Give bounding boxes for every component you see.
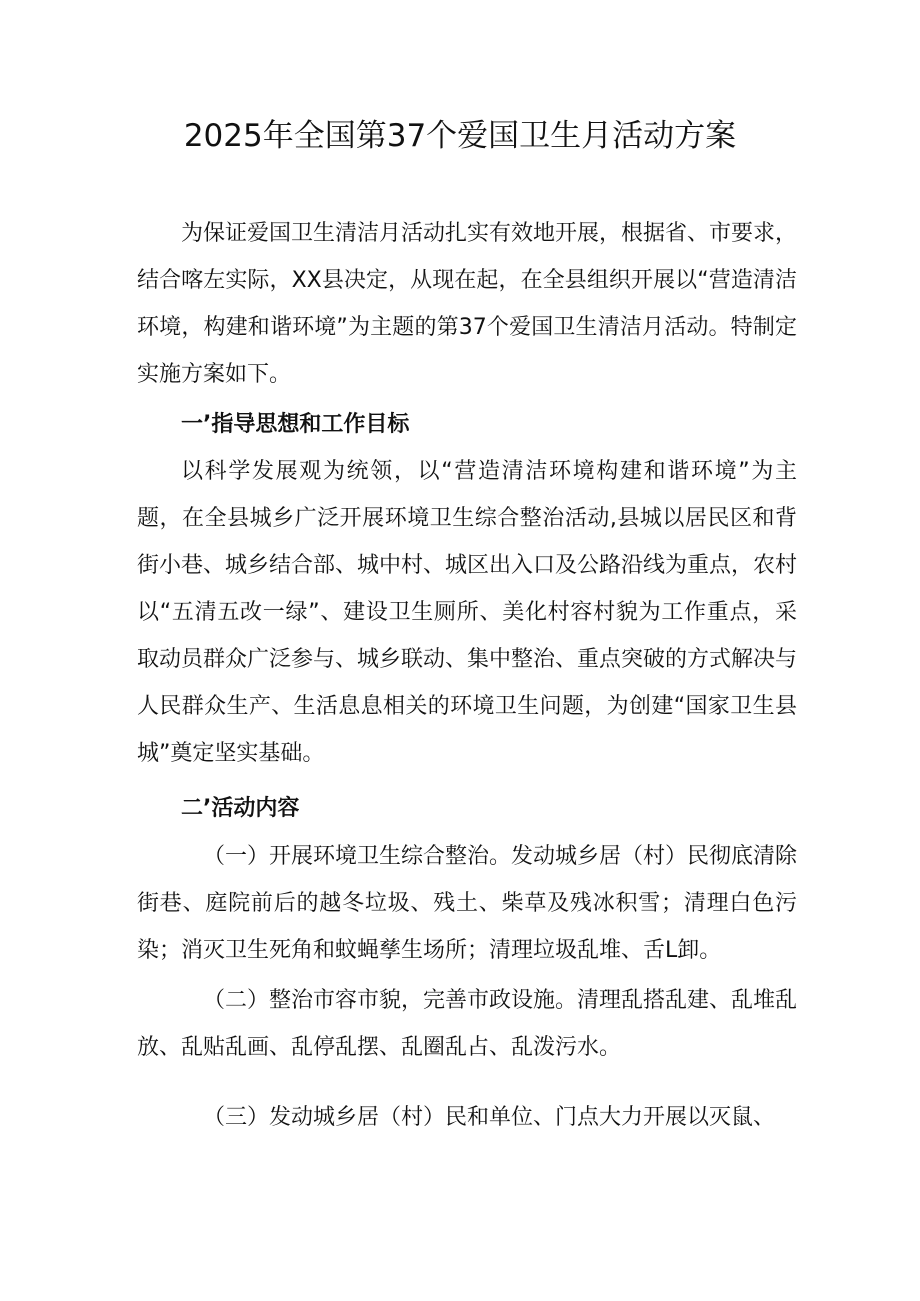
activity-item-3: （三）发动城乡居（村）民和单位、门点大力开展以灭鼠、: [203, 1105, 776, 1130]
guiding-ideology-paragraph: 以科学发展观为统领，以“营造清洁环境构建和谐环境”为主题，在全县城乡广泛开展环境卫生综合整治活动,县城以居民区和背街小巷、城乡结合部、城中村、城区出入口及公路沿线为重点，农村以“五清五改一绿”、建设卫生厕所、美化村容村貌为工作重点，采取动员群众广泛参与、城乡联动、集中整治、重点突破的方式解决与人民群众生产、生活息息相关的环境卫生问题，为创建“国家卫生县城”奠定坚实基础。: [137, 459, 798, 766]
section-heading-activity-content: 二’活动内容: [181, 796, 300, 821]
activity-item-2: （二）整治市容市貌，完善市政设施。清理乱搭乱建、乱堆乱放、乱贴乱画、乱停乱摆、乱圈乱占、乱泼污水。: [137, 988, 798, 1060]
document-title: 2025年全国第37个爱国卫生月活动方案: [183, 118, 737, 154]
intro-paragraph: 为保证爱国卫生清洁月活动扎实有效地开展，根据省、市要求，结合喀左实际，XX县决定，从现在起，在全县组织开展以“营造清洁环境，构建和谐环境”为主题的第37个爱国卫生清洁月活动。特制定实施方案如下。: [137, 221, 798, 387]
section-heading-guiding-ideology: 一’指导思想和工作目标: [181, 412, 410, 437]
activity-item-1: （一）开展环境卫生综合整治。发动城乡居（村）民彻底清除街巷、庭院前后的越冬垃圾、残土、柴草及残冰积雪；清理白色污染；消灭卫生死角和蚊蝇孳生场所；清理垃圾乱堆、舌L卸。: [137, 844, 798, 963]
